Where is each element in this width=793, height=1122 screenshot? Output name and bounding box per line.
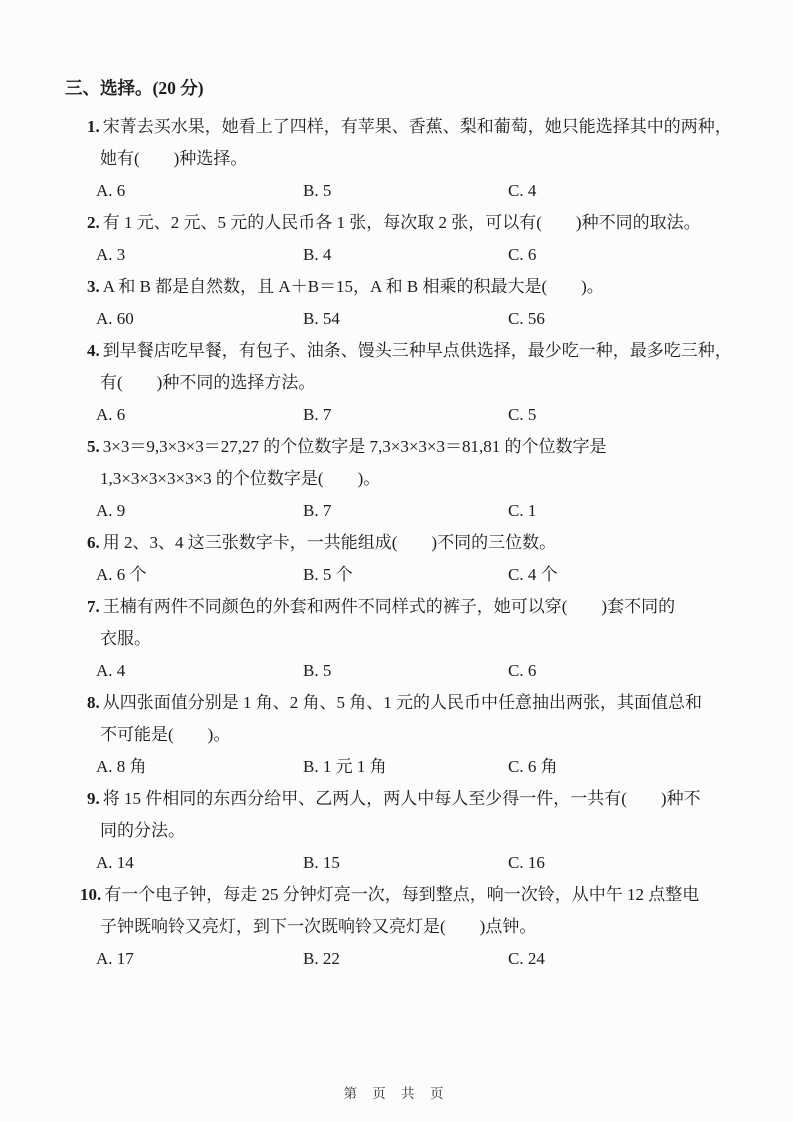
option-c: C. 24 [508,949,545,968]
option-b: B. 22 [303,949,340,968]
question-number: 6. [87,533,100,552]
section-title: 三、选择。(20 分) [65,78,204,98]
question-9 [87,783,793,879]
option-a: A. 6 个 [96,565,147,584]
options-row [96,239,793,271]
question-line: 衣服。 [100,629,151,648]
option-c: C. 5 [508,405,537,424]
question-line: 宋菁去买水果，她看上了四样，有苹果、香蕉、梨和葡萄，她只能选择其中的两种， [102,117,732,136]
page-footer: 第 页 共 页 [343,1086,450,1101]
option-b: B. 5 [303,661,332,680]
option-c: C. 16 [508,853,545,872]
question-line: 有( )种不同的选择方法。 [100,373,316,392]
question-line: 子钟既响铃又亮灯，到下一次既响铃又亮灯是( )点钟。 [100,917,537,936]
question-number: 1. [87,117,100,136]
option-c: C. 56 [508,309,545,328]
question-number: 9. [87,789,100,808]
question-line: 从四张面值分别是 1 角、2 角、5 角、1 元的人民币中任意抽出两张，其面值总和 [102,693,702,712]
question-number: 5. [87,437,100,456]
question-number: 7. [87,597,100,616]
option-a: A. 6 [96,405,126,424]
question-line: 同的分法。 [100,821,185,840]
question-7 [87,591,793,687]
question-text [87,527,793,559]
question-text [87,271,793,303]
options-row [96,847,793,879]
question-text [87,687,793,719]
question-line: 有 1 元、2 元、5 元的人民币各 1 张，每次取 2 张，可以有( )种不同的取法。 [102,213,701,232]
question-number: 8. [87,693,100,712]
option-b: B. 15 [303,853,340,872]
question-line: 到早餐店吃早餐，有包子、油条、馒头三种早点供选择，最少吃一种，最多吃三种， [102,341,732,360]
question-1 [87,111,793,207]
option-c: C. 1 [508,501,537,520]
question-text [87,207,793,239]
option-a: A. 8 角 [96,757,147,776]
question-text [87,431,793,463]
question-4 [87,335,793,431]
options-row [96,303,793,335]
option-c: C. 4 个 [508,565,558,584]
option-b: B. 54 [303,309,340,328]
option-c: C. 6 [508,245,537,264]
question-number: 4. [87,341,100,360]
option-a: A. 17 [96,949,134,968]
question-2 [87,207,793,271]
options-row [96,399,793,431]
question-text [87,783,793,815]
option-b: B. 7 [303,501,332,520]
options-row [96,495,793,527]
question-text [87,111,793,143]
question-line: 王楠有两件不同颜色的外套和两件不同样式的裤子，她可以穿( )套不同的 [102,597,676,616]
question-3 [87,271,793,335]
question-line: 用 2、3、4 这三张数字卡，一共能组成( )不同的三位数。 [102,533,557,552]
option-a: A. 14 [96,853,134,872]
question-number: 3. [87,277,100,296]
question-line: 1,3×3×3×3×3×3 的个位数字是( )。 [100,469,381,488]
option-a: A. 6 [96,181,126,200]
question-number: 10. [80,885,102,904]
option-c: C. 6 角 [508,757,558,776]
option-b: B. 5 [303,181,332,200]
question-10 [80,879,793,975]
question-number: 2. [87,213,100,232]
question-line: 不可能是( )。 [100,725,231,744]
option-a: A. 4 [96,661,126,680]
question-line: 她有( )种选择。 [100,149,248,168]
option-a: A. 3 [96,245,126,264]
question-line: A 和 B 都是自然数，且 A＋B＝15，A 和 B 相乘的积最大是( )。 [102,277,604,296]
question-text [87,591,793,623]
question-text [80,879,793,911]
question-8 [87,687,793,783]
question-text [87,335,793,367]
option-b: B. 1 元 1 角 [303,757,387,776]
option-a: A. 9 [96,501,126,520]
option-b: B. 4 [303,245,332,264]
question-line: 3×3＝9,3×3×3＝27,27 的个位数字是 7,3×3×3×3＝81,81 的个位数字是 [102,437,607,456]
question-line: 有一个电子钟，每走 25 分钟灯亮一次，每到整点，响一次铃，从中午 12 点整电 [104,885,700,904]
option-c: C. 4 [508,181,537,200]
options-row [96,175,793,207]
options-row [96,751,793,783]
options-row [96,943,793,975]
question-6 [87,527,793,591]
option-b: B. 5 个 [303,565,353,584]
options-row [96,559,793,591]
options-row [96,655,793,687]
option-c: C. 6 [508,661,537,680]
option-b: B. 7 [303,405,332,424]
question-line: 将 15 件相同的东西分给甲、乙两人，两人中每人至少得一件，一共有( )种不 [102,789,701,808]
question-5 [87,431,793,527]
option-a: A. 60 [96,309,134,328]
